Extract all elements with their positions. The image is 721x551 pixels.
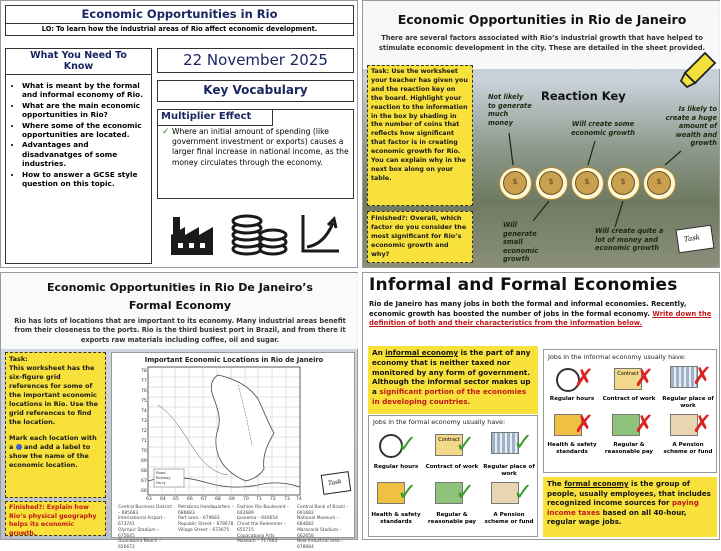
finished-text: Finished?: Overall, which factor do you consider the most significant for Rio’s economic growth and why? (371, 214, 467, 258)
slide-lesson-intro (0, 0, 358, 268)
reaction-key-title: Reaction Key (541, 89, 626, 103)
key-arrows (363, 1, 721, 269)
informal-jobs-heading: Jobs in the informal economy usually have: (548, 353, 686, 361)
tick-icon: ✓ (513, 478, 534, 506)
grid-ref-list: Fashion Rio Boulevard – 642689 Ipanema – 640654 Christ the Redeemer – 655715 Copacabana Arts Museum – 717663 (237, 505, 290, 545)
label-small-growth: Will generate small economic growth (503, 221, 539, 264)
slide-reaction-key (362, 0, 720, 268)
job-label: Contract of work (425, 464, 479, 470)
task-note-icon: Task (676, 225, 715, 254)
formal-definition-box: The formal economy is the group of people, usually employees, that includes recognized income sources for paying income taxes based on all 40-hour, regular wage jobs. (543, 477, 717, 537)
coin-rating-4: $ (607, 167, 640, 200)
coin-rating-5: $ (643, 167, 676, 200)
vocab-box (157, 109, 354, 199)
y-tick: 67 (141, 479, 147, 484)
tick-icon: ✓ (455, 430, 476, 458)
key-vocabulary-heading: Key Vocabulary (157, 80, 354, 102)
job-label: Regular hours (373, 464, 419, 470)
label-some-growth: Will create some economic growth (571, 120, 635, 137)
x-tick: 63 (146, 497, 152, 502)
y-tick: 66 (141, 489, 147, 494)
coins-icon (229, 209, 289, 257)
need-item: • How to answer a GCSE style question on this topic. (22, 170, 147, 189)
slide3-intro: Rio has lots of locations that are important to its economy. Many industrial areas benefit from their closeness to the ports. Rio is the third busiest port in Brazil, and from there it exports raw materials including coffee, oil and sugar. (14, 317, 346, 344)
x-tick: 70 (243, 497, 249, 502)
y-tick: 69 (141, 459, 147, 464)
job-label: A Pension scheme or fund (484, 512, 534, 525)
y-tick: 68 (141, 469, 147, 474)
worksheet-panel (111, 352, 355, 551)
grid-ref-list: Central Business District – 685683 International Airport – 673741 Olympic Stadium – 675645 Guanabara Beach – 656672 (118, 505, 172, 551)
y-tick: 70 (141, 449, 147, 454)
x-tick: 69 (229, 497, 235, 502)
coin-rating-1: $ (499, 167, 532, 200)
cross-icon: ✗ (574, 410, 595, 438)
vocab-term: Multiplier Effect (158, 110, 273, 126)
job-label: Regular & reasonable pay (604, 442, 654, 455)
what-you-need-box (5, 48, 152, 264)
x-tick: 65 (173, 497, 179, 502)
slide4-title: Informal and Formal Economies (369, 275, 678, 295)
contract-icon: Contract (614, 368, 642, 390)
growth-chart-icon (299, 213, 341, 255)
legend-road: Road (156, 470, 166, 475)
slide2-intro: There are several factors associated with Rio’s industrial growth that have helped to stimulate economic development in the city. These are detailed in the sheet provided. (378, 34, 706, 52)
what-you-need-heading: What You Need To Know (6, 49, 151, 75)
label-not-likely: Not likely to generate much money (488, 93, 532, 127)
cross-icon: ✗ (692, 410, 713, 438)
grid-ref-list: Central Bank of Brazil – 691682 National Museum – 684682 Maracanã Stadium – 662658 New Industrial area – 678684 (297, 505, 349, 551)
coin-rating-3: $ (571, 167, 604, 200)
x-tick: 68 (215, 497, 221, 502)
job-label: Contract of work (602, 396, 656, 402)
informal-jobs-panel (543, 349, 717, 473)
map-task-text: This worksheet has the six-figure grid references for some of the important economic locations in Rio. Use the grid references to find the location. (9, 364, 99, 426)
job-label: Regular place of work (662, 396, 714, 409)
slide1-title: Economic Opportunities in Rio (5, 5, 354, 24)
tick-icon: ✓ (397, 430, 418, 458)
tick-icon: ✓ (513, 428, 534, 456)
legend-railway: Railway (156, 475, 171, 480)
task-text: Task: Use the worksheet your teacher has given you and the reaction key on the board. Highlight your reaction to the information in the box by shading in the number of coins that reflects how significant that factor is in creating economic growth for Rio. You can explain why in the next box along on your table. (371, 68, 468, 182)
x-tick: 71 (256, 497, 262, 502)
tick-icon: ✓ (397, 478, 418, 506)
informal-definition-box: An informal economy is the part of any economy that is neither taxed nor monitored by any form of government. Although the informal sector makes up a significant portion of the economies in developing countries. (368, 346, 538, 414)
cross-icon: ✗ (634, 364, 655, 392)
job-label: Regular hours (549, 396, 595, 402)
need-item: • Where some of the economic opportunities are located. (22, 121, 147, 140)
slide-informal-formal (362, 272, 720, 540)
map-finished-text: Finished?: Explain how Rio’s physical geography helps its economic growth. (9, 504, 97, 537)
x-tick: 72 (270, 497, 276, 502)
x-tick: 74 (296, 497, 302, 502)
y-tick: 71 (141, 439, 147, 444)
y-tick: 73 (141, 419, 147, 424)
job-label: Regular place of work (483, 464, 535, 477)
x-tick: 64 (160, 497, 166, 502)
slide4-intro: Rio de Janeiro has many jobs in both the formal and informal economies. Recently, economic growth has boosted the number of jobs in the formal economy. Write down the definition of both and their characteristics from the information below. (369, 300, 712, 328)
label-huge-growth: Is likely to create a huge amount of wealth and growth (665, 105, 717, 148)
legend-ferry: Ferry (156, 480, 166, 485)
x-tick: 66 (187, 497, 193, 502)
learning-objective: LO: To learn how the industrial areas of Rio affect economic development. (5, 23, 354, 36)
formal-jobs-panel (368, 415, 538, 537)
map-task-instruction: Mark each location with a and add a label to show the name of the economic location. (9, 434, 97, 469)
map-task-label: Task: (9, 355, 28, 363)
y-tick: 75 (141, 399, 147, 404)
y-tick: 72 (141, 429, 147, 434)
tick-icon: ✓ (455, 478, 476, 506)
rio-grid-map (118, 365, 350, 501)
need-item: • Advantages and disadvanatges of some industries. (22, 140, 147, 168)
map-task-box (5, 352, 106, 498)
task-note-icon: Task (321, 471, 352, 495)
vocab-definition: Where an initial amount of spending (like government investment or exports) causes a larger final increase in national income, as the money circulates through the economy. (172, 127, 349, 167)
factory-icon (169, 213, 221, 257)
job-label: A Pension scheme or fund (663, 442, 713, 455)
label-lot-of-money: Will create quite a lot of money and economic growth (595, 227, 664, 253)
cross-icon: ✗ (574, 364, 595, 392)
y-tick: 76 (141, 389, 147, 394)
check-icon: ✓ (162, 127, 170, 137)
cross-icon: ✗ (634, 410, 655, 438)
lesson-date: 22 November 2025 (157, 48, 354, 73)
coin-rating-2: $ (535, 167, 568, 200)
location-marker-icon (16, 444, 22, 450)
contract-icon: Contract (435, 434, 463, 456)
formal-jobs-heading: Jobs in the formal economy usually have: (373, 418, 506, 426)
cross-icon: ✗ (692, 362, 713, 390)
job-label: Health & safety standards (547, 442, 597, 455)
map-title: Important Economic Locations in Rio de Janeiro (144, 356, 324, 364)
need-item: • What is meant by the formal and informal economy of Rio. (22, 81, 147, 100)
y-tick: 74 (141, 409, 147, 414)
job-label: Regular & reasonable pay (427, 512, 477, 525)
y-tick: 78 (141, 369, 147, 374)
y-tick: 77 (141, 379, 147, 384)
slide2-title: Economic Opportunities in Rio de Janeiro (397, 12, 687, 27)
x-tick: 67 (201, 497, 207, 502)
job-label: Health & safety standards (371, 512, 421, 525)
need-item: • What are the main economic opportunities in Rio? (22, 101, 147, 120)
map-finished-box (5, 501, 106, 536)
slide-formal-economy-map (0, 272, 358, 551)
x-tick: 73 (284, 497, 290, 502)
need-list (6, 75, 151, 188)
slide3-title: Economic Opportunities in Rio De Janeiro’s Formal Economy (47, 281, 313, 312)
grid-ref-list: Petrobras Headquarters – 686683 Port area – 679683 Republic Street – 678678 Village Street – 673675 (178, 505, 234, 533)
